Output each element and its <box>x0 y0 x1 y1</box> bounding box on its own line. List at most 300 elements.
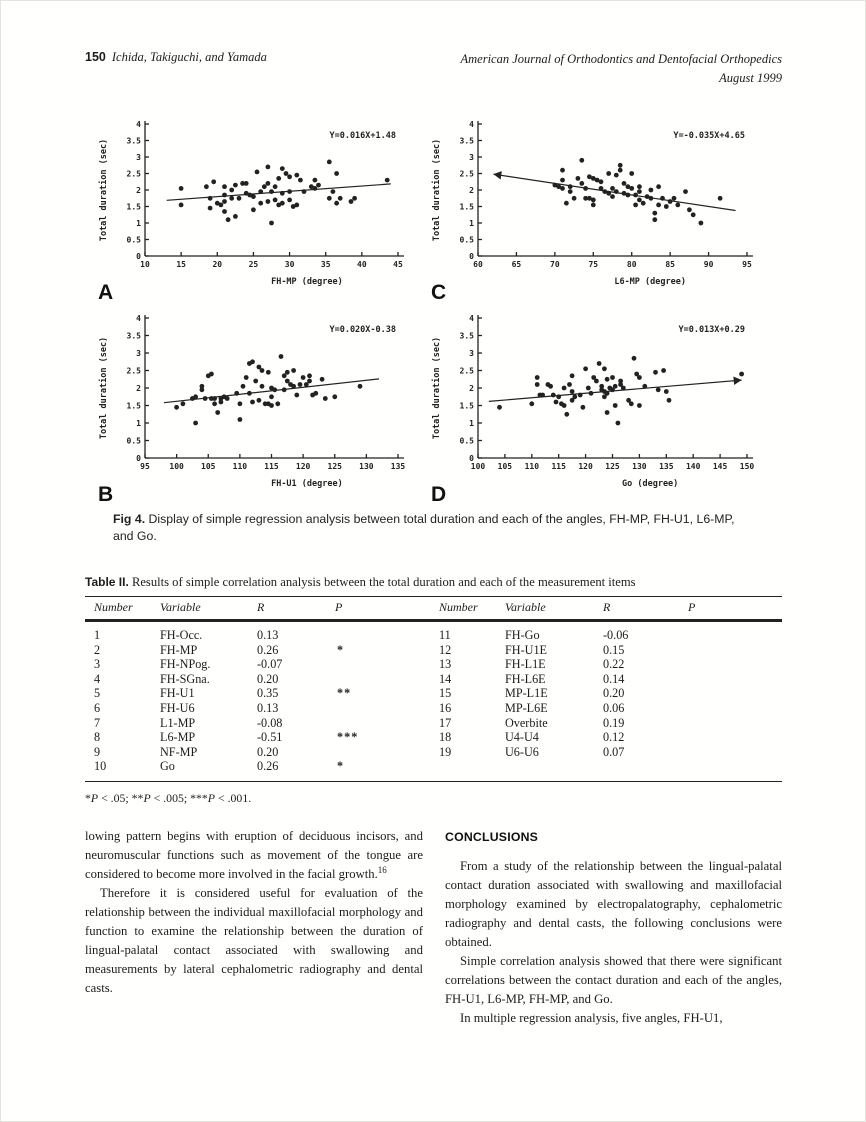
scatter-point <box>327 160 332 165</box>
scatter-point <box>583 366 588 371</box>
scatter-point <box>181 401 186 406</box>
table-cell: 0.13 <box>257 628 279 642</box>
table-cell: -0.07 <box>257 657 283 672</box>
scatter-point <box>250 359 255 364</box>
scatter-point <box>613 403 618 408</box>
scatter-point <box>687 207 692 212</box>
table-cell: 6 <box>94 700 101 715</box>
y-tick-label: 3 <box>469 153 474 162</box>
x-tick-label: 25 <box>248 260 259 269</box>
x-tick-label: 120 <box>295 462 311 471</box>
scatter-point <box>352 196 357 201</box>
table-cell <box>335 672 430 687</box>
scatter-plot-C <box>428 114 760 302</box>
scatter-point <box>291 368 296 373</box>
scatter-point <box>568 189 573 194</box>
scatter-point <box>675 203 680 208</box>
scatter-point <box>616 421 621 426</box>
x-tick-label: 15 <box>176 260 186 269</box>
table-cell <box>688 730 782 745</box>
table-cell <box>335 716 430 731</box>
table-cell: 13 <box>439 657 452 672</box>
table-cell: FH-U6 <box>160 700 195 715</box>
scatter-point <box>667 398 672 403</box>
table-cell <box>603 759 688 774</box>
scatter-point <box>656 387 661 392</box>
scatter-point <box>251 194 256 199</box>
x-tick-label: 115 <box>264 462 279 471</box>
table-cell: 0.12 <box>603 730 625 745</box>
scatter-point <box>251 207 256 212</box>
trendline-arrow <box>493 171 501 179</box>
scatter-point <box>562 386 567 391</box>
table-cell <box>505 759 603 774</box>
y-tick-label: 3.5 <box>459 331 474 341</box>
equation-label: Y=0.013X+0.29 <box>678 325 745 335</box>
table-cell: 9 <box>94 744 101 759</box>
table-cell <box>688 701 782 716</box>
scatter-point <box>250 400 255 405</box>
scatter-point <box>637 375 642 380</box>
scatter-point <box>260 368 265 373</box>
x-tick-label: 70 <box>550 260 560 269</box>
y-tick-label: 1.5 <box>126 401 141 411</box>
scatter-point <box>497 405 502 410</box>
table-title <box>85 575 782 590</box>
scatter-point <box>618 168 623 173</box>
scatter-point <box>637 403 642 408</box>
y-tick-label: 3.5 <box>126 331 141 341</box>
x-tick-label: 135 <box>659 462 674 471</box>
table-cell: 0.07 <box>603 744 625 759</box>
table-cell <box>430 759 505 774</box>
panel-letter: D <box>431 483 447 504</box>
x-tick-label: 125 <box>605 462 620 471</box>
x-tick-label: 60 <box>473 260 483 269</box>
scatter-point <box>554 400 559 405</box>
x-tick-label: 100 <box>470 462 486 471</box>
scatter-point <box>572 196 577 201</box>
y-tick-label: 4 <box>469 314 474 323</box>
reference-superscript: 16 <box>377 864 387 875</box>
table-cell: FH-U1 <box>160 686 195 701</box>
scatter-point <box>331 189 336 194</box>
table-header-cell: Number <box>94 600 133 614</box>
scatter-point <box>535 375 540 380</box>
scatter-point <box>280 201 285 206</box>
scatter-point <box>579 158 584 163</box>
figure-caption-label: Fig 4. <box>113 512 146 526</box>
scatter-point <box>229 196 234 201</box>
x-tick-label: 40 <box>357 260 367 269</box>
scatter-point <box>212 401 217 406</box>
scatter-point <box>560 168 565 173</box>
table-cell: 3 <box>94 657 101 672</box>
table-cell: 15 <box>439 686 452 701</box>
scatter-point <box>316 183 321 188</box>
scatter-point <box>209 372 214 377</box>
x-tick-label: 115 <box>551 462 566 471</box>
figure-panel-d <box>428 308 760 504</box>
scatter-point <box>280 166 285 171</box>
scatter-point <box>691 212 696 217</box>
table-cell: 0.26 <box>257 642 279 657</box>
table-cell: 2 <box>94 642 101 657</box>
y-tick-label: 0 <box>469 252 474 261</box>
y-axis-label: Total duration (sec) <box>432 336 442 440</box>
x-tick-label: 110 <box>524 462 540 471</box>
table-row <box>85 716 782 731</box>
y-tick-label: 1 <box>469 419 474 428</box>
table-cell: 4 <box>94 671 101 686</box>
scatter-point <box>284 171 289 176</box>
paragraph: lowing pattern begins with eruption of deciduous incisors, and neuromuscular functions such as movement of the tongue are considered to become more involved in the facial growth.$^{16}$ <box>85 829 423 881</box>
y-tick-label: 3.5 <box>126 136 141 146</box>
paragraph: In multiple regression analysis, five angles, FH-U1, <box>460 1011 723 1025</box>
scatter-point <box>294 173 299 178</box>
table-cell <box>688 657 782 672</box>
scatter-point <box>385 178 390 183</box>
table-header-cell: P <box>688 600 696 614</box>
scatter-point <box>613 384 618 389</box>
table-cell <box>335 745 430 760</box>
x-tick-label: 45 <box>393 260 403 269</box>
scatter-point <box>238 401 243 406</box>
scatter-point <box>211 179 216 184</box>
scatter-point <box>273 184 278 189</box>
y-tick-label: 0.5 <box>126 235 141 245</box>
scatter-point <box>233 214 238 219</box>
journal-title: American Journal of Orthodontics and Dentofacial Orthopedics <box>460 52 782 66</box>
figure-panel-c <box>428 114 760 302</box>
scatter-point <box>269 221 274 226</box>
table-cell: * <box>337 642 345 657</box>
scatter-point <box>219 400 224 405</box>
scatter-point <box>334 201 339 206</box>
panel-letter: C <box>431 281 447 302</box>
body-left-column <box>85 827 423 998</box>
table-cell: FH-SGna. <box>160 671 210 686</box>
scatter-point <box>273 198 278 203</box>
authors: Ichida, Takiguchi, and Yamada <box>111 50 267 64</box>
scatter-point <box>215 410 220 415</box>
x-tick-label: 95 <box>140 462 150 471</box>
table-cell: 14 <box>439 671 452 686</box>
scatter-plot-A <box>95 114 411 302</box>
scatter-point <box>174 405 179 410</box>
y-tick-label: 0.5 <box>459 235 474 245</box>
scatter-point <box>594 379 599 384</box>
scatter-point <box>257 398 262 403</box>
y-axis-label: Total duration (sec) <box>432 138 442 242</box>
scatter-point <box>208 206 213 211</box>
table-cell: NF-MP <box>160 744 198 759</box>
x-tick-label: 95 <box>742 260 752 269</box>
x-axis-label: FH-U1 (degree) <box>271 479 343 489</box>
paragraph: Simple correlation analysis showed that there were significant correlations between the contact duration and each of the angles, FH-U1, L6-MP, FH-MP, and Go. <box>445 954 782 1006</box>
table-header-cell: P <box>335 600 343 614</box>
y-tick-label: 0 <box>136 252 141 261</box>
x-tick-label: 75 <box>588 260 599 269</box>
equation-label: Y=0.020X-0.38 <box>329 325 396 335</box>
scatter-point <box>313 391 318 396</box>
x-tick-label: 145 <box>712 462 728 471</box>
figure-caption <box>113 511 751 544</box>
table-cell: 0.15 <box>603 642 625 657</box>
x-axis-label: L6-MP (degree) <box>614 277 686 287</box>
scatter-point <box>276 176 281 181</box>
table-cell: U6-U6 <box>505 744 539 759</box>
y-tick-label: 3 <box>136 349 141 358</box>
y-axis-label: Total duration (sec) <box>99 138 109 242</box>
table-row <box>85 745 782 760</box>
table-row <box>85 657 782 672</box>
scatter-point <box>579 181 584 186</box>
y-tick-label: 1 <box>469 219 474 228</box>
x-tick-label: 35 <box>320 260 331 269</box>
table-title-label: Table II. <box>85 575 129 589</box>
table-row <box>85 701 782 716</box>
scatter-point <box>338 196 343 201</box>
scatter-point <box>266 199 271 204</box>
table-row <box>85 643 782 658</box>
x-axis-label: Go (degree) <box>622 479 679 489</box>
y-tick-label: 1.5 <box>126 202 141 212</box>
scatter-point <box>193 421 198 426</box>
scatter-point <box>652 211 657 216</box>
scatter-point <box>266 370 271 375</box>
table-cell: MP-L1E <box>505 686 548 701</box>
scatter-point <box>226 217 231 222</box>
footnote-segment: < .05; ** <box>98 790 144 805</box>
y-tick-label: 2.5 <box>459 366 474 376</box>
table-cell: 12 <box>439 642 452 657</box>
y-tick-label: 4 <box>136 120 141 129</box>
scatter-point <box>349 199 354 204</box>
x-tick-label: 90 <box>703 260 714 269</box>
scatter-point <box>287 174 292 179</box>
x-tick-label: 140 <box>685 462 701 471</box>
table-cell: FH-L1E <box>505 657 546 672</box>
x-tick-label: 20 <box>212 260 223 269</box>
scatter-point <box>629 401 634 406</box>
scatter-point <box>661 368 666 373</box>
scatter-point <box>614 173 619 178</box>
scatter-point <box>222 199 227 204</box>
y-tick-label: 3 <box>136 153 141 162</box>
scatter-point <box>262 184 267 189</box>
scatter-point <box>313 178 318 183</box>
scatter-point <box>266 165 271 170</box>
trendline <box>167 184 391 200</box>
scatter-point <box>605 410 610 415</box>
scatter-point <box>529 401 534 406</box>
scatter-point <box>652 217 657 222</box>
table-header-cell: Variable <box>160 600 201 614</box>
y-tick-label: 2.5 <box>459 169 474 179</box>
table-cell: FH-Occ. <box>160 628 203 642</box>
equation-label: Y=0.016X+1.48 <box>329 131 396 141</box>
scatter-point <box>294 393 299 398</box>
table-cell: L6-MP <box>160 730 196 745</box>
y-tick-label: 3.5 <box>459 136 474 146</box>
table-row <box>85 628 782 643</box>
scatter-point <box>229 188 234 193</box>
table-header-cell: R <box>257 600 265 614</box>
x-tick-label: 130 <box>359 462 374 471</box>
table-cell <box>688 672 782 687</box>
conclusions-paragraphs <box>445 857 782 1028</box>
page-header <box>85 50 782 88</box>
scatter-point <box>637 184 642 189</box>
x-tick-label: 125 <box>327 462 342 471</box>
x-tick-label: 120 <box>578 462 593 471</box>
table-cell: 0.20 <box>257 744 279 759</box>
scatter-point <box>244 181 249 186</box>
scatter-point <box>633 203 638 208</box>
scatter-point <box>241 384 246 389</box>
journal-issue: August 1999 <box>719 70 782 85</box>
scatter-point <box>718 196 723 201</box>
table-cell: -0.08 <box>257 715 283 730</box>
table-cell: U4-U4 <box>505 730 539 745</box>
scatter-point <box>570 373 575 378</box>
scatter-point <box>266 181 271 186</box>
table-cell <box>335 628 430 643</box>
table-cell: 11 <box>439 628 451 642</box>
table-cell: FH-NPog. <box>160 657 211 672</box>
paragraph: Therefore it is considered useful for evaluation of the relationship between the individual maxillofacial morphology and function to examine the relationship between the duration of lingual-palatal contact associated with swallowing and measurements by lateral cephalometric radiography and dental casts. <box>85 886 423 995</box>
scatter-point <box>610 194 615 199</box>
scatter-point <box>179 186 184 191</box>
scatter-point <box>179 203 184 208</box>
table-cell <box>688 745 782 760</box>
footnote-segment: P <box>90 790 99 805</box>
x-tick-label: 100 <box>169 462 184 471</box>
panel-letter: A <box>98 281 114 302</box>
table-cell <box>335 701 430 716</box>
table-header-cell: R <box>603 600 611 614</box>
y-tick-label: 2 <box>469 384 474 393</box>
x-tick-label: 80 <box>626 260 637 269</box>
table-footnote <box>85 791 782 806</box>
table-cell: L1-MP <box>160 715 196 730</box>
table-cell: FH-MP <box>160 642 198 657</box>
y-tick-label: 0 <box>136 454 141 463</box>
figure-panel-a <box>95 114 411 302</box>
scatter-point <box>629 171 634 176</box>
scatter-point <box>237 196 242 201</box>
table-cell <box>688 759 782 774</box>
table-cell: 0.13 <box>257 700 279 715</box>
scatter-point <box>535 382 540 387</box>
scatter-point <box>637 198 642 203</box>
scatter-point <box>739 372 744 377</box>
x-tick-label: 130 <box>632 462 647 471</box>
scatter-point <box>610 186 615 191</box>
table-cell: 5 <box>94 686 101 701</box>
table-cell: 0.26 <box>257 759 279 774</box>
table-cell: 10 <box>94 759 107 774</box>
table-cell: FH-U1E <box>505 642 547 657</box>
scatter-point <box>591 203 596 208</box>
scatter-point <box>269 403 274 408</box>
scatter-point <box>327 196 332 201</box>
scatter-point <box>683 189 688 194</box>
y-axis-label: Total duration (sec) <box>99 336 109 440</box>
running-head-right <box>461 50 783 88</box>
table-cell <box>688 686 782 701</box>
table-row <box>85 759 782 774</box>
footnote-segment: < .005; *** <box>150 790 208 805</box>
scatter-point <box>572 394 577 399</box>
x-tick-label: 65 <box>511 260 522 269</box>
scatter-point <box>672 196 677 201</box>
table-cell: 18 <box>439 730 452 745</box>
table-cell: Overbite <box>505 715 548 730</box>
scatter-point <box>298 382 303 387</box>
scatter-point <box>301 375 306 380</box>
y-tick-label: 2 <box>136 384 141 393</box>
table-body <box>85 622 782 782</box>
table-title-text: Results of simple correlation analysis between the total duration and each of the measurement items <box>128 575 636 589</box>
scatter-point <box>253 379 258 384</box>
table-cell: ** <box>337 686 352 701</box>
page-number: 150 <box>85 50 106 64</box>
scatter-point <box>285 370 290 375</box>
scatter-point <box>320 377 325 382</box>
y-tick-label: 0.5 <box>459 436 474 446</box>
scatter-point <box>653 370 658 375</box>
scatter-point <box>332 394 337 399</box>
scatter-point <box>222 209 227 214</box>
scatter-point <box>656 184 661 189</box>
scatter-point <box>358 384 363 389</box>
footnote-segment: P <box>143 790 151 805</box>
scatter-point <box>269 394 274 399</box>
y-tick-label: 0 <box>469 454 474 463</box>
x-tick-label: 85 <box>665 260 675 269</box>
scatter-point <box>622 181 627 186</box>
scatter-point <box>564 412 569 417</box>
scatter-point <box>560 178 565 183</box>
scatter-point <box>567 382 572 387</box>
scatter-point <box>204 184 209 189</box>
table-cell: 1 <box>94 628 101 642</box>
table-cell: 0.22 <box>603 657 625 672</box>
scatter-point <box>200 387 205 392</box>
scatter-point <box>548 384 553 389</box>
table-cell: 17 <box>439 715 452 730</box>
equation-label: Y=-0.035X+4.65 <box>673 131 745 141</box>
scatter-point <box>606 171 611 176</box>
table-cell: 7 <box>94 715 101 730</box>
y-tick-label: 4 <box>469 120 474 129</box>
x-tick-label: 10 <box>140 260 150 269</box>
table-header-cell: Number <box>439 600 478 614</box>
x-tick-label: 105 <box>201 462 216 471</box>
table-cell: 0.14 <box>603 671 625 686</box>
scatter-point <box>260 384 265 389</box>
x-tick-label: 30 <box>284 260 295 269</box>
scatter-point <box>298 178 303 183</box>
table-cell: 0.20 <box>257 671 279 686</box>
table-cell <box>335 657 430 672</box>
table-cell: 0.06 <box>603 700 625 715</box>
scatter-point <box>629 186 634 191</box>
scatter-point <box>222 184 227 189</box>
scatter-point <box>258 201 263 206</box>
